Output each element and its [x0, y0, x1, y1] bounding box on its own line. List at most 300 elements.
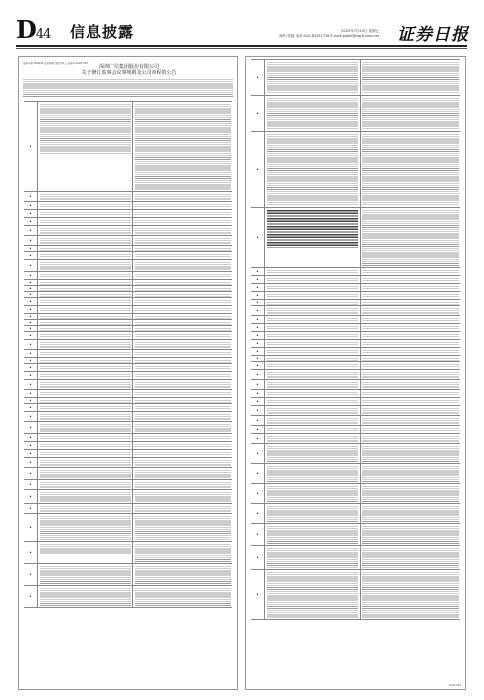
revised-clause-cell: [133, 260, 232, 271]
original-clause-cell: [38, 380, 133, 389]
original-clause-cell: [38, 542, 133, 563]
clause-text: [135, 254, 231, 258]
clause-text: [362, 318, 458, 322]
clause-text: [135, 452, 231, 456]
row-marker: ▪: [29, 483, 32, 486]
table-row: [24, 380, 232, 390]
original-clause-cell: [38, 332, 133, 339]
clause-text: [40, 374, 131, 378]
row-marker: ▪: [256, 428, 259, 431]
clause-text: [267, 506, 359, 522]
original-clause-cell: [38, 314, 133, 319]
row-marker: ▪: [29, 300, 32, 303]
revised-clause-cell: [361, 340, 460, 347]
row-index-cell: [251, 348, 265, 355]
revised-clause-cell: [133, 586, 232, 607]
table-row: [24, 468, 232, 480]
revised-clause-cell: [133, 246, 232, 251]
row-marker: ▪: [256, 286, 259, 289]
dateline: [279, 29, 379, 39]
row-marker: ▪: [256, 373, 259, 376]
row-marker: ▪: [29, 321, 32, 324]
original-clause-cell: [38, 422, 133, 433]
clause-text: [135, 322, 231, 326]
row-marker: ▪: [256, 236, 259, 239]
amendment-table-left: [24, 101, 232, 608]
original-clause-cell: [38, 298, 133, 305]
row-index-cell: [251, 268, 265, 275]
table-row: [251, 292, 460, 300]
row-marker: ▪: [256, 383, 259, 386]
page-digits: 44: [35, 27, 51, 42]
revised-clause-cell: [133, 480, 232, 489]
clause-text: [135, 294, 231, 298]
clause-text: [40, 460, 131, 466]
clause-text: [267, 302, 359, 306]
row-marker: ▪: [256, 342, 259, 345]
clause-text: [362, 358, 458, 362]
table-row: [24, 372, 232, 380]
clause-text: [267, 278, 359, 282]
original-clause-cell: [265, 284, 361, 291]
revised-clause-cell: [361, 324, 460, 331]
table-row: [24, 340, 232, 350]
clause-text: [40, 566, 131, 584]
table-row: [24, 260, 232, 272]
row-index-cell: [24, 314, 38, 319]
clause-text: [362, 382, 458, 388]
revised-clause-cell: [361, 434, 460, 443]
row-marker: ▪: [29, 239, 32, 242]
original-clause-cell: [38, 326, 133, 331]
table-row: [251, 268, 460, 276]
revised-clause-cell: [361, 268, 460, 275]
clause-text: [362, 302, 458, 306]
clause-text: [135, 382, 231, 388]
clause-text: [362, 392, 458, 396]
intro-paragraph: [23, 79, 233, 97]
clause-text: [267, 382, 359, 388]
row-index-cell: [251, 434, 265, 443]
clause-text: [267, 372, 359, 378]
clause-text: [267, 408, 359, 414]
revised-clause-cell: [133, 272, 232, 279]
clause-text: [362, 62, 458, 94]
row-index-cell: [251, 208, 265, 267]
original-clause-cell: [38, 202, 133, 209]
row-marker: ▪: [29, 526, 32, 529]
clause-text: [40, 334, 131, 338]
clause-text: [40, 228, 131, 234]
company-name: 深圳广信集团股份有限公司: [98, 64, 159, 70]
clause-text: [135, 460, 231, 466]
revised-clause-cell: [361, 332, 460, 339]
clause-text: [40, 274, 131, 278]
original-clause-cell: [38, 364, 133, 371]
table-row: [251, 340, 460, 348]
table-row: [24, 404, 232, 412]
original-clause-cell: [38, 252, 133, 259]
clause-text: [135, 220, 231, 224]
clause-text: [135, 194, 231, 200]
revised-clause-cell: [133, 490, 232, 503]
table-row: [251, 504, 460, 524]
table-row: [24, 458, 232, 468]
revised-clause-cell: [361, 132, 460, 207]
clause-text: [362, 486, 458, 502]
revised-clause-cell: [133, 326, 232, 331]
table-row: [24, 450, 232, 458]
row-marker: ▪: [29, 287, 32, 290]
revised-clause-cell: [133, 380, 232, 389]
clause-text: [362, 286, 458, 290]
clause-text: [40, 308, 131, 312]
revised-clause-cell: [361, 380, 460, 389]
footer-note: 2020-034: [448, 684, 461, 687]
row-index-cell: [24, 564, 38, 585]
original-clause-cell: [38, 340, 133, 349]
row-marker: ▪: [29, 327, 32, 330]
row-marker: ▪: [256, 350, 259, 353]
row-index-cell: [251, 464, 265, 483]
clause-text: [40, 588, 131, 606]
clause-text: [267, 572, 359, 618]
row-marker: ▪: [29, 334, 32, 337]
original-clause-cell: [265, 406, 361, 415]
original-clause-cell: [38, 358, 133, 363]
revised-clause-cell: [133, 292, 232, 297]
row-index-cell: [251, 504, 265, 523]
revised-clause-cell: [361, 370, 460, 379]
original-clause-cell: [38, 272, 133, 279]
table-row: [251, 284, 460, 292]
clause-text: [362, 466, 458, 482]
row-marker: ▪: [29, 247, 32, 250]
original-clause-cell: [265, 444, 361, 463]
clause-text: [40, 352, 131, 356]
clause-text: [135, 262, 231, 270]
original-clause-cell: [265, 380, 361, 389]
original-clause-cell: [265, 524, 361, 545]
row-marker: ▪: [29, 461, 32, 464]
row-index-cell: [24, 218, 38, 225]
revised-clause-cell: [133, 372, 232, 379]
row-marker: ▪: [256, 112, 259, 115]
revised-clause-cell: [361, 504, 460, 523]
original-clause-cell: [38, 218, 133, 225]
clause-text: [135, 352, 231, 356]
revised-clause-cell: [361, 284, 460, 291]
clause-text: [135, 374, 231, 378]
table-row: [251, 484, 460, 504]
row-marker: ▪: [256, 301, 259, 304]
row-marker: ▪: [29, 220, 32, 223]
clause-text: [267, 270, 359, 274]
row-marker: ▪: [29, 195, 32, 198]
revised-clause-cell: [361, 300, 460, 305]
row-index-cell: [24, 292, 38, 297]
clause-text: [40, 506, 131, 512]
original-clause-cell: [38, 226, 133, 235]
revised-clause-cell: [361, 208, 460, 267]
clause-text: [362, 408, 458, 414]
revised-clause-cell: [133, 236, 232, 245]
original-clause-cell: [38, 504, 133, 513]
revised-clause-cell: [361, 306, 460, 315]
table-row: [24, 514, 232, 542]
revised-clause-cell: [133, 458, 232, 467]
revised-clause-cell: [133, 390, 232, 397]
table-row: [24, 298, 232, 306]
row-index-cell: [24, 320, 38, 325]
original-clause-cell: [265, 390, 361, 397]
original-clause-cell: [38, 280, 133, 285]
table-row: [251, 132, 460, 208]
clause-text: [40, 436, 131, 440]
row-marker: ▪: [29, 495, 32, 498]
clause-text: [135, 470, 231, 478]
original-clause-cell: [38, 286, 133, 291]
table-row: [251, 208, 460, 268]
row-marker: ▪: [256, 318, 259, 321]
clause-text: [40, 328, 131, 332]
row-index-cell: [24, 542, 38, 563]
row-index-cell: [24, 364, 38, 371]
row-marker: ▪: [29, 426, 32, 429]
original-clause-cell: [265, 268, 361, 275]
table-row: [251, 546, 460, 570]
table-row: [251, 306, 460, 316]
original-clause-cell: [265, 356, 361, 361]
original-clause-cell: [38, 260, 133, 271]
row-index-cell: [24, 340, 38, 349]
table-row: [24, 332, 232, 340]
revised-clause-cell: [133, 564, 232, 585]
row-index-cell: [24, 192, 38, 201]
clause-text: [40, 194, 131, 200]
revised-clause-cell: [133, 434, 232, 441]
clause-text: [135, 444, 231, 448]
clause-text: [135, 482, 231, 488]
clause-text: [267, 548, 359, 568]
clause-text: [267, 526, 359, 544]
original-clause-cell: [265, 416, 361, 425]
row-marker: ▪: [29, 383, 32, 386]
revised-clause-cell: [133, 450, 232, 457]
original-clause-cell: [265, 96, 361, 131]
clause-text: [135, 436, 231, 440]
row-index-cell: [251, 316, 265, 323]
clause-text: [135, 516, 231, 540]
clause-text: [40, 406, 131, 410]
clause-text: [362, 270, 458, 274]
clause-text: [362, 210, 458, 266]
clause-text: [135, 104, 231, 190]
original-clause-cell: [265, 316, 361, 323]
row-index-cell: [24, 404, 38, 411]
revised-clause-cell: [361, 426, 460, 433]
clause-text: [135, 342, 231, 348]
original-clause-cell: [265, 332, 361, 339]
row-marker: ▪: [256, 472, 259, 475]
row-index-cell: [24, 480, 38, 489]
row-marker: ▪: [29, 366, 32, 369]
clause-text: [40, 294, 131, 298]
clause-text: [40, 262, 131, 270]
clause-text: [267, 350, 359, 354]
original-clause-cell: [38, 490, 133, 503]
clause-text: [267, 210, 359, 248]
original-clause-cell: [265, 306, 361, 315]
table-row: [251, 416, 460, 426]
table-row: [251, 444, 460, 464]
issue-date: 2020年7月24日 星期五: [341, 29, 379, 33]
row-index-cell: [24, 260, 38, 271]
clause-text: [135, 300, 231, 304]
clause-text: [267, 400, 359, 404]
row-marker: ▪: [29, 343, 32, 346]
clause-text: [40, 516, 131, 540]
table-row: [24, 306, 232, 314]
original-clause-cell: [38, 236, 133, 245]
clause-text: [362, 548, 458, 568]
clause-text: [267, 392, 359, 396]
revised-clause-cell: [133, 226, 232, 235]
clause-text: [135, 360, 231, 364]
clause-text: [135, 204, 231, 208]
contact-info: 制作:张颖 电话:010-83251716 E-mail:zqrb9@zqrb.sina.net: [279, 34, 379, 38]
clause-text: [362, 98, 458, 130]
row-index-cell: [251, 340, 265, 347]
clause-text: [267, 486, 359, 502]
original-clause-cell: [38, 404, 133, 411]
original-clause-cell: [38, 102, 133, 191]
table-row: [251, 60, 460, 96]
table-row: [251, 276, 460, 284]
revised-clause-cell: [133, 404, 232, 411]
row-marker: ▪: [256, 294, 259, 297]
revised-clause-cell: [361, 390, 460, 397]
clause-text: [135, 288, 231, 292]
table-row: [24, 586, 232, 608]
revised-clause-cell: [133, 364, 232, 371]
row-marker: ▪: [29, 281, 32, 284]
row-index-cell: [24, 442, 38, 449]
clause-text: [135, 248, 231, 252]
clause-text: [135, 328, 231, 332]
clause-text: [362, 446, 458, 462]
original-clause-cell: [265, 292, 361, 299]
table-row: [251, 348, 460, 356]
original-clause-cell: [38, 350, 133, 357]
section-title: 信息披露: [70, 23, 135, 41]
row-marker: ▪: [29, 507, 32, 510]
revised-clause-cell: [133, 252, 232, 259]
row-marker: ▪: [29, 551, 32, 554]
row-index-cell: [251, 484, 265, 503]
row-marker: ▪: [29, 436, 32, 439]
original-clause-cell: [38, 468, 133, 479]
clause-text: [40, 238, 131, 244]
original-clause-cell: [38, 390, 133, 397]
revised-clause-cell: [361, 348, 460, 355]
clause-text: [40, 104, 131, 156]
clause-text: [135, 588, 231, 606]
row-index-cell: [24, 280, 38, 285]
table-row: [24, 490, 232, 504]
clause-text: [362, 134, 458, 206]
row-index-cell: [24, 210, 38, 217]
clause-text: [135, 228, 231, 234]
table-row: [251, 524, 460, 546]
notice-meta: 证券代码:000045 证券简称:深纺织A 公告编号:2020-034: [23, 62, 88, 65]
table-row: [24, 192, 232, 202]
clause-text: [40, 212, 131, 216]
original-clause-cell: [265, 434, 361, 443]
row-index-cell: [24, 286, 38, 291]
clause-text: [362, 334, 458, 338]
row-index-cell: [251, 380, 265, 389]
row-marker: ▪: [29, 452, 32, 455]
page-letter: D: [16, 15, 36, 44]
revised-clause-cell: [361, 96, 460, 131]
clause-text: [40, 220, 131, 224]
original-clause-cell: [38, 210, 133, 217]
row-marker: ▪: [256, 76, 259, 79]
clause-text: [135, 406, 231, 410]
row-index-cell: [251, 398, 265, 405]
original-clause-cell: [38, 412, 133, 421]
revised-clause-cell: [133, 280, 232, 285]
row-marker: ▪: [29, 415, 32, 418]
clause-text: [135, 308, 231, 312]
revised-clause-cell: [361, 398, 460, 405]
clause-text: [362, 308, 458, 314]
clause-text: [362, 350, 458, 354]
original-clause-cell: [265, 324, 361, 331]
clause-text: [40, 254, 131, 258]
row-index-cell: [251, 96, 265, 131]
revised-clause-cell: [361, 570, 460, 619]
original-clause-cell: [265, 132, 361, 207]
row-index-cell: [24, 272, 38, 279]
clause-text: [362, 428, 458, 432]
clause-text: [362, 372, 458, 378]
table-row: [24, 442, 232, 450]
original-clause-cell: [38, 306, 133, 313]
clause-text: [267, 436, 359, 442]
revised-clause-cell: [133, 358, 232, 363]
row-index-cell: [251, 370, 265, 379]
revised-clause-cell: [361, 444, 460, 463]
clause-text: [135, 274, 231, 278]
original-clause-cell: [38, 320, 133, 325]
revised-clause-cell: [133, 340, 232, 349]
clause-text: [267, 334, 359, 338]
clause-text: [40, 470, 131, 478]
original-clause-cell: [38, 292, 133, 297]
row-index-cell: [251, 356, 265, 361]
clause-text: [135, 238, 231, 244]
row-marker: ▪: [29, 229, 32, 232]
clause-text: [40, 322, 131, 326]
row-marker: ▪: [29, 254, 32, 257]
revised-clause-cell: [133, 218, 232, 225]
row-marker: ▪: [256, 492, 259, 495]
clause-text: [40, 288, 131, 292]
revised-clause-cell: [361, 406, 460, 415]
revised-clause-cell: [133, 332, 232, 339]
